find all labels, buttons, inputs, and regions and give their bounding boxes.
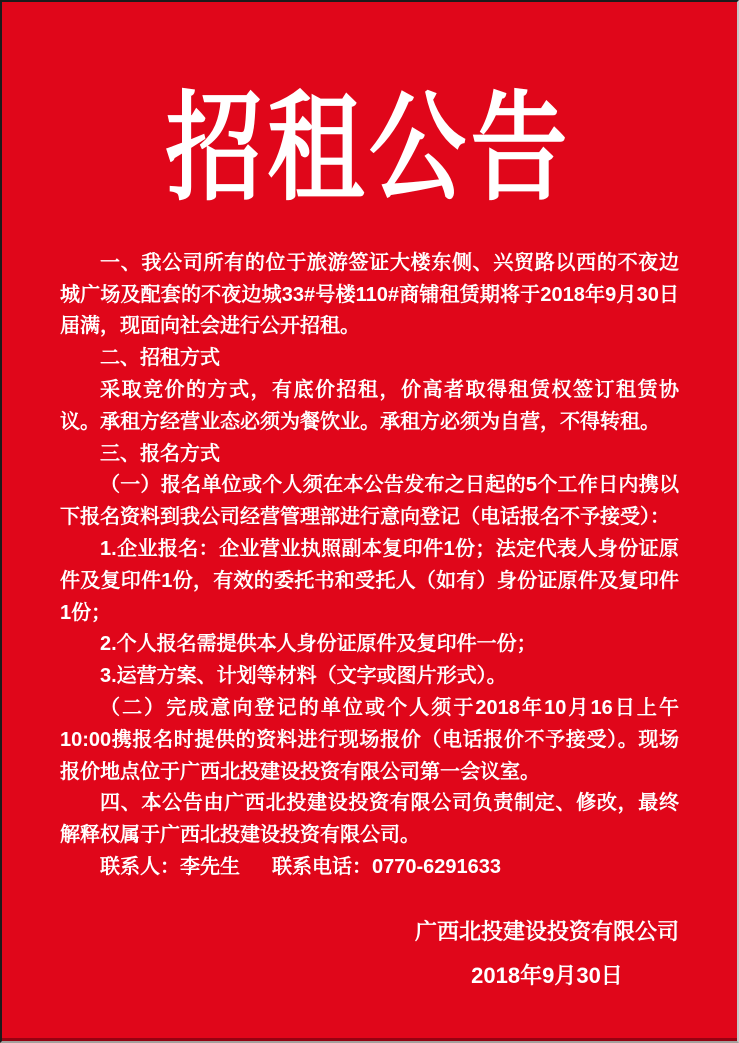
- paragraph-bidding: （二）完成意向登记的单位或个人须于2018年10月16日上午10:00携报名时提供的资料进行现场报价（电话报价不予接受）。现场报价地点位于广西北投建设投资有限公司第一会议室。: [60, 697, 679, 783]
- poster-title: [2, 78, 737, 217]
- signature-company: 广西北投建设投资有限公司: [414, 918, 679, 944]
- paragraph-individual-registration: 2.个人报名需提供本人身份证原件及复印件一份；: [100, 633, 537, 656]
- contact-phone-number: 0770-6291633: [372, 856, 502, 879]
- contact-person-label: 联系人：: [100, 856, 180, 879]
- paragraph-rental-method: 采取竞价的方式，有底价招租，价高者取得租赁权签订租赁协议。承租方经营业态必须为餐饮业。承租方必须为自营，不得转租。: [60, 379, 679, 433]
- heading-registration-method: 三、报名方式: [100, 442, 220, 465]
- signature-block: [415, 910, 679, 998]
- signature-date: 2018年9月30日: [471, 962, 623, 988]
- paragraph-interpretation-rights: 四、本公告由广西北投建设投资有限公司负责制定、修改，最终解释权属于广西北投建设投资有限公司。: [60, 792, 679, 847]
- contact-phone-label: 联系电话：: [272, 856, 372, 879]
- paragraph-registration-1: （一）报名单位或个人须在本公告发布之日起的5个工作日内携以下报名资料到我公司经营管理部进行意向登记（电话报名不予接受）：: [60, 474, 679, 529]
- paragraph-operation-plan: 3.运营方案、计划等材料（文字或图片形式）。: [100, 665, 507, 688]
- paragraph-intro: 一、我公司所有的位于旅游签证大楼东侧、兴贸路以西的不夜边城广场及配套的不夜边城33#号楼110#商铺租赁期将于2018年9月30日届满，现面向社会进行公开招租。: [60, 251, 679, 338]
- contact-line: [60, 852, 679, 884]
- poster-title-text: 招租公告: [166, 78, 573, 217]
- contact-person-name: 李先生: [180, 856, 240, 879]
- paragraph-enterprise-registration: 1.企业报名：企业营业执照副本复印件1份；法定代表人身份证原件及复印件1份，有效的委托书和受托人（如有）身份证原件及复印件1份；: [60, 538, 679, 624]
- announcement-body: [60, 248, 679, 884]
- heading-rental-method: 二、招租方式: [100, 347, 220, 370]
